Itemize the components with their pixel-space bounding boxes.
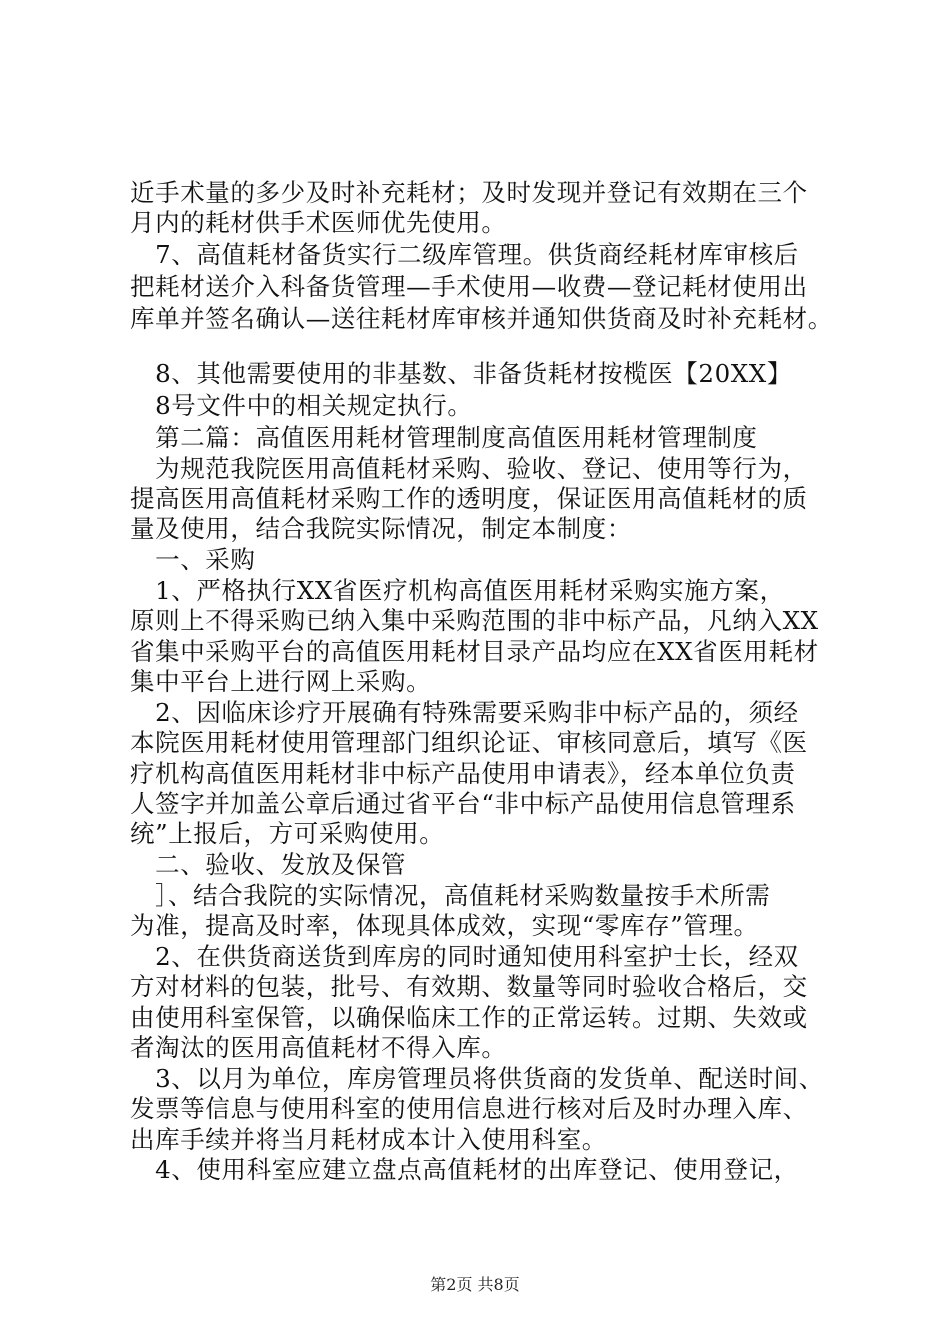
body-text-line: 本院医用耗材使用管理部门组织论证、审核同意后，填写《医 [130, 728, 808, 757]
body-text-line: 2、在供货商送货到库房的同时通知使用科室护士长，经双 [130, 942, 799, 971]
subsection-heading: 一、采购 [130, 545, 256, 574]
body-text-line: 提高医用高值耗材采购工作的透明度，保证医用高值耗材的质 [130, 484, 808, 513]
body-text-line: ］、结合我院的实际情况，高值耗材采购数量按手术所需 [130, 881, 771, 910]
body-text-line: 发票等信息与使用科室的使用信息进行核对后及时办理入库、 [130, 1094, 808, 1123]
body-text-line: 7、高值耗材备货实行二级库管理。供货商经耗材库审核后 [130, 240, 799, 269]
body-text-line: 出库手续并将当月耗材成本计入使用科室。 [130, 1125, 607, 1154]
body-text-line: 8号文件中的相关规定执行。 [130, 391, 473, 420]
body-text-line: 方对材料的包装，批号、有效期、数量等同时验收合格后，交 [130, 972, 808, 1001]
body-text-line: 人签字并加盖公章后通过省平台“非中标产品使用信息管理系 [130, 789, 796, 818]
body-text-line: 量及使用，结合我院实际情况，制定本制度： [130, 514, 632, 543]
body-text-line: 原则上不得采购已纳入集中采购范围的非中标产品，凡纳入XX [130, 606, 819, 635]
page-footer: 第2页 共8页 [430, 1275, 520, 1294]
body-text-line: 1、严格执行XX省医疗机构高值医用耗材采购实施方案， [130, 576, 785, 605]
body-text-line: 2、因临床诊疗开展确有特殊需要采购非中标产品的，须经 [130, 698, 799, 727]
body-text-line: 8、其他需要使用的非基数、非备货耗材按榄医【20XX】 [130, 359, 792, 388]
body-text-line: 把耗材送介入科备货管理—手术使用—收费—登记耗材使用出 [130, 272, 808, 301]
body-text-line: 为规范我院医用高值耗材采购、验收、登记、使用等行为， [130, 454, 808, 483]
body-text-line: 统”上报后，方可采购使用。 [130, 819, 445, 848]
body-text-line: 3、以月为单位，库房管理员将供货商的发货单、配送时间、 [130, 1064, 824, 1093]
body-text-line: 疗机构高值医用耗材非中标产品使用申请表》，经本单位负责 [130, 759, 796, 788]
body-text-line: 库单并签名确认—送往耗材库审核并通知供货商及时补充耗材。 [130, 304, 833, 333]
body-text-line: 4、使用科室应建立盘点高值耗材的出库登记、使用登记， [130, 1155, 799, 1184]
body-text-line: 由使用科室保管，以确保临床工作的正常运转。过期、失效或 [130, 1003, 808, 1032]
body-text-line: 省集中采购平台的高值医用耗材目录产品均应在XX省医用耗材 [130, 637, 819, 666]
body-text-line: 者淘汰的医用高值耗材不得入库。 [130, 1033, 507, 1062]
body-text-line: 为准，提高及时率，体现具体成效，实现“零库存”管理。 [130, 911, 759, 940]
body-text-line: 近手术量的多少及时补充耗材；及时发现并登记有效期在三个 [130, 178, 808, 207]
body-text-line: 月内的耗材供手术医师优先使用。 [130, 208, 507, 237]
section-heading: 第二篇：高值医用耗材管理制度高值医用耗材管理制度 [130, 423, 758, 452]
body-text-line: 集中平台上进行网上采购。 [130, 667, 432, 696]
subsection-heading: 二、验收、发放及保管 [130, 850, 407, 879]
